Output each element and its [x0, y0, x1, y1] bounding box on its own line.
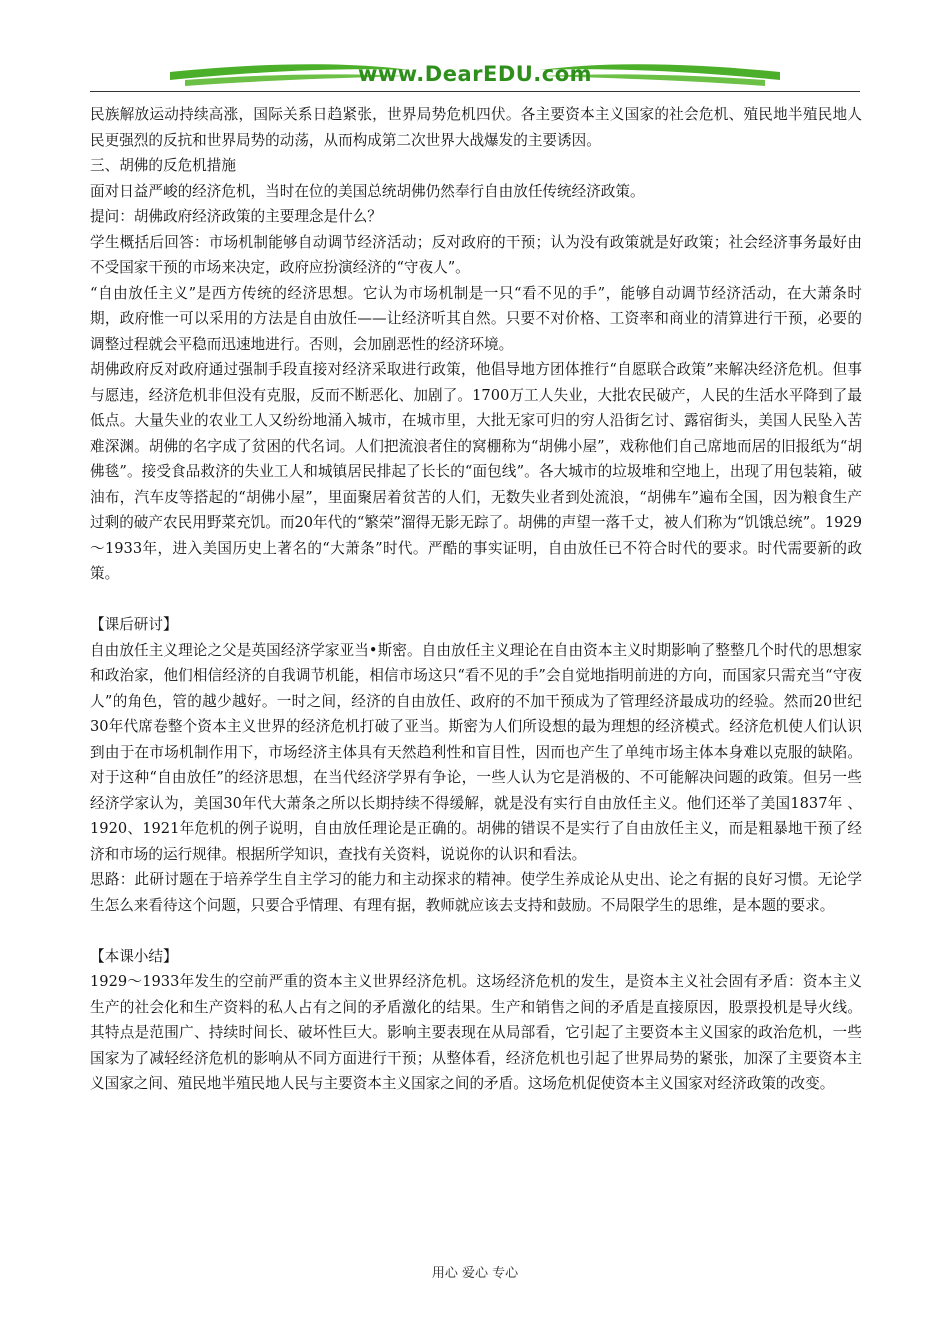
spacer [90, 918, 862, 944]
section-heading: 【课后研讨】 [90, 616, 178, 633]
section-heading: 【本课小结】 [90, 947, 178, 965]
paragraph: 自由放任主义理论之父是英国经济学家亚当•斯密。自由放任主义理论在自由资本主义时期影响了整整几个时代的思想家和政治家，他们相信经济的自我调节机能，相信市场这只“看不见的手”会自觉地指明前进的方向，而国家只需充当“守夜人”的角色，管的越少越好。一时之间，经济的自由放任、政府的不加干预成为了管理经济最成功的经验。然而20世纪30年代席卷整个资本主义世界的经济危机打破了亚当。斯密为人们所设想的最为理想的经济模式。经济危机使人们认识到由于在市场机制作用下，市场经济主体具有天然趋利性和盲目性，因而也产生了单纯市场主体本身难以克服的缺陷。对于这种“自由放任”的经济思想，在当代经济学界有争论，一些人认为它是消极的、不可能解决问题的政策。但另一些经济学家认为，美国30年代大萧条之所以长期持续不得缓解，就是没有实行自由放任主义。他们还举了美国1837年 、1920、1921年危机的例子说明，自由放任理论是正确的。胡佛的错误不是实行了自由放任主义，而是粗暴地干预了经济和市场的运行规律。根据所学知识，查找有关资料，说说你的认识和看法。 [90, 641, 862, 863]
paragraph: “自由放任主义”是西方传统的经济思想。它认为市场机制是一只“看不见的手”，能够自动调节经济活动，在大萧条时期，政府惟一可以采用的方法是自由放任——让经济听其自然。只要不对价格、工资率和商业的清算进行干预，必要的调整过程就会平稳而迅速地进行。否则，会加剧恶性的经济环境。 [90, 284, 862, 353]
document-body [90, 102, 862, 1097]
paragraph: 民族解放运动持续高涨，国际关系日趋紧张，世界局势危机四伏。各主要资本主义国家的社会危机、殖民地半殖民地人民更强烈的反抗和世界局势的动荡，从而构成第二次世界大战爆发的主要诱因。 [90, 106, 862, 149]
paragraph: 胡佛政府反对政府通过强制手段直接对经济采取进行政策，他倡导地方团体推行“自愿联合政策”来解决经济危机。但事与愿违，经济危机非但没有克服，反而不断恶化、加剧了。1700万工人失业，大批农民破产，人民的生活水平降到了最低点。大量失业的农业工人又纷纷地涌入城市，在城市里，大批无家可归的穷人沿街乞讨、露宿街头，美国人民坠入苦难深渊。胡佛的名字成了贫困的代名词。人们把流浪者住的窝棚称为“胡佛小屋”，戏称他们自己席地而居的旧报纸为“胡佛毯”。接受食品救济的失业工人和城镇居民排起了长长的“面包线”。各大城市的垃圾堆和空地上，出现了用包装箱，破油布，汽车皮等搭起的“胡佛小屋”，里面聚居着贫苦的人们，无数失业者到处流浪，“胡佛车”遍布全国，因为粮食生产过剩的破产农民用野菜充饥。而20年代的“繁荣”溜得无影无踪了。胡佛的声望一落千丈，被人们称为“饥饿总统”。1929～1933年，进入美国历史上著名的“大萧条”时代。严酷的事实证明，自由放任已不符合时代的要求。时代需要新的政策。 [90, 361, 862, 582]
spacer [90, 587, 862, 613]
paragraph: 思路：此研讨题在于培养学生自主学习的能力和主动探求的精神。使学生养成论从史出、论之有据的良好习惯。无论学生怎么来看待这个问题，只要合乎情理、有理有据，教师就应该去支持和鼓励。不局限学生的思维，是本题的要求。 [90, 871, 862, 914]
section-heading: 三、胡佛的反危机措施 [90, 157, 236, 174]
page-footer: 用心 爱心 专心 [431, 1266, 519, 1281]
header-rule [90, 91, 860, 92]
paragraph: 1929～1933年发生的空前严重的资本主义世界经济危机。这场经济危机的发生，是资本主义社会固有矛盾：资本主义生产的社会化和生产资料的私人占有之间的矛盾激化的结果。生产和销售之间的矛盾是直接原因，股票投机是导火线。其特点是范围广、持续时间长、破坏性巨大。影响主要表现在从局部看，它引起了主要资本主义国家的政治危机，一些国家为了减轻经济危机的影响从不同方面进行干预；从整体看，经济危机也引起了世界局势的紧张，加深了主要资本主义国家之间、殖民地半殖民地人民与主要资本主义国家之间的矛盾。这场危机促使资本主义国家对经济政策的改变。 [90, 973, 862, 1092]
paragraph: 学生概括后回答：市场机制能够自动调节经济活动；反对政府的干预；认为没有政策就是好政策；社会经济事务最好由不受国家干预的市场来决定，政府应扮演经济的“守夜人”。 [90, 233, 862, 276]
site-logo-text: www.DearEDU.com [357, 62, 593, 86]
page-header [90, 58, 860, 98]
question-text: 提问：胡佛政府经济政策的主要理念是什么？ [90, 208, 382, 225]
paragraph: 面对日益严峻的经济危机，当时在位的美国总统胡佛仍然奉行自由放任传统经济政策。 [90, 182, 645, 200]
